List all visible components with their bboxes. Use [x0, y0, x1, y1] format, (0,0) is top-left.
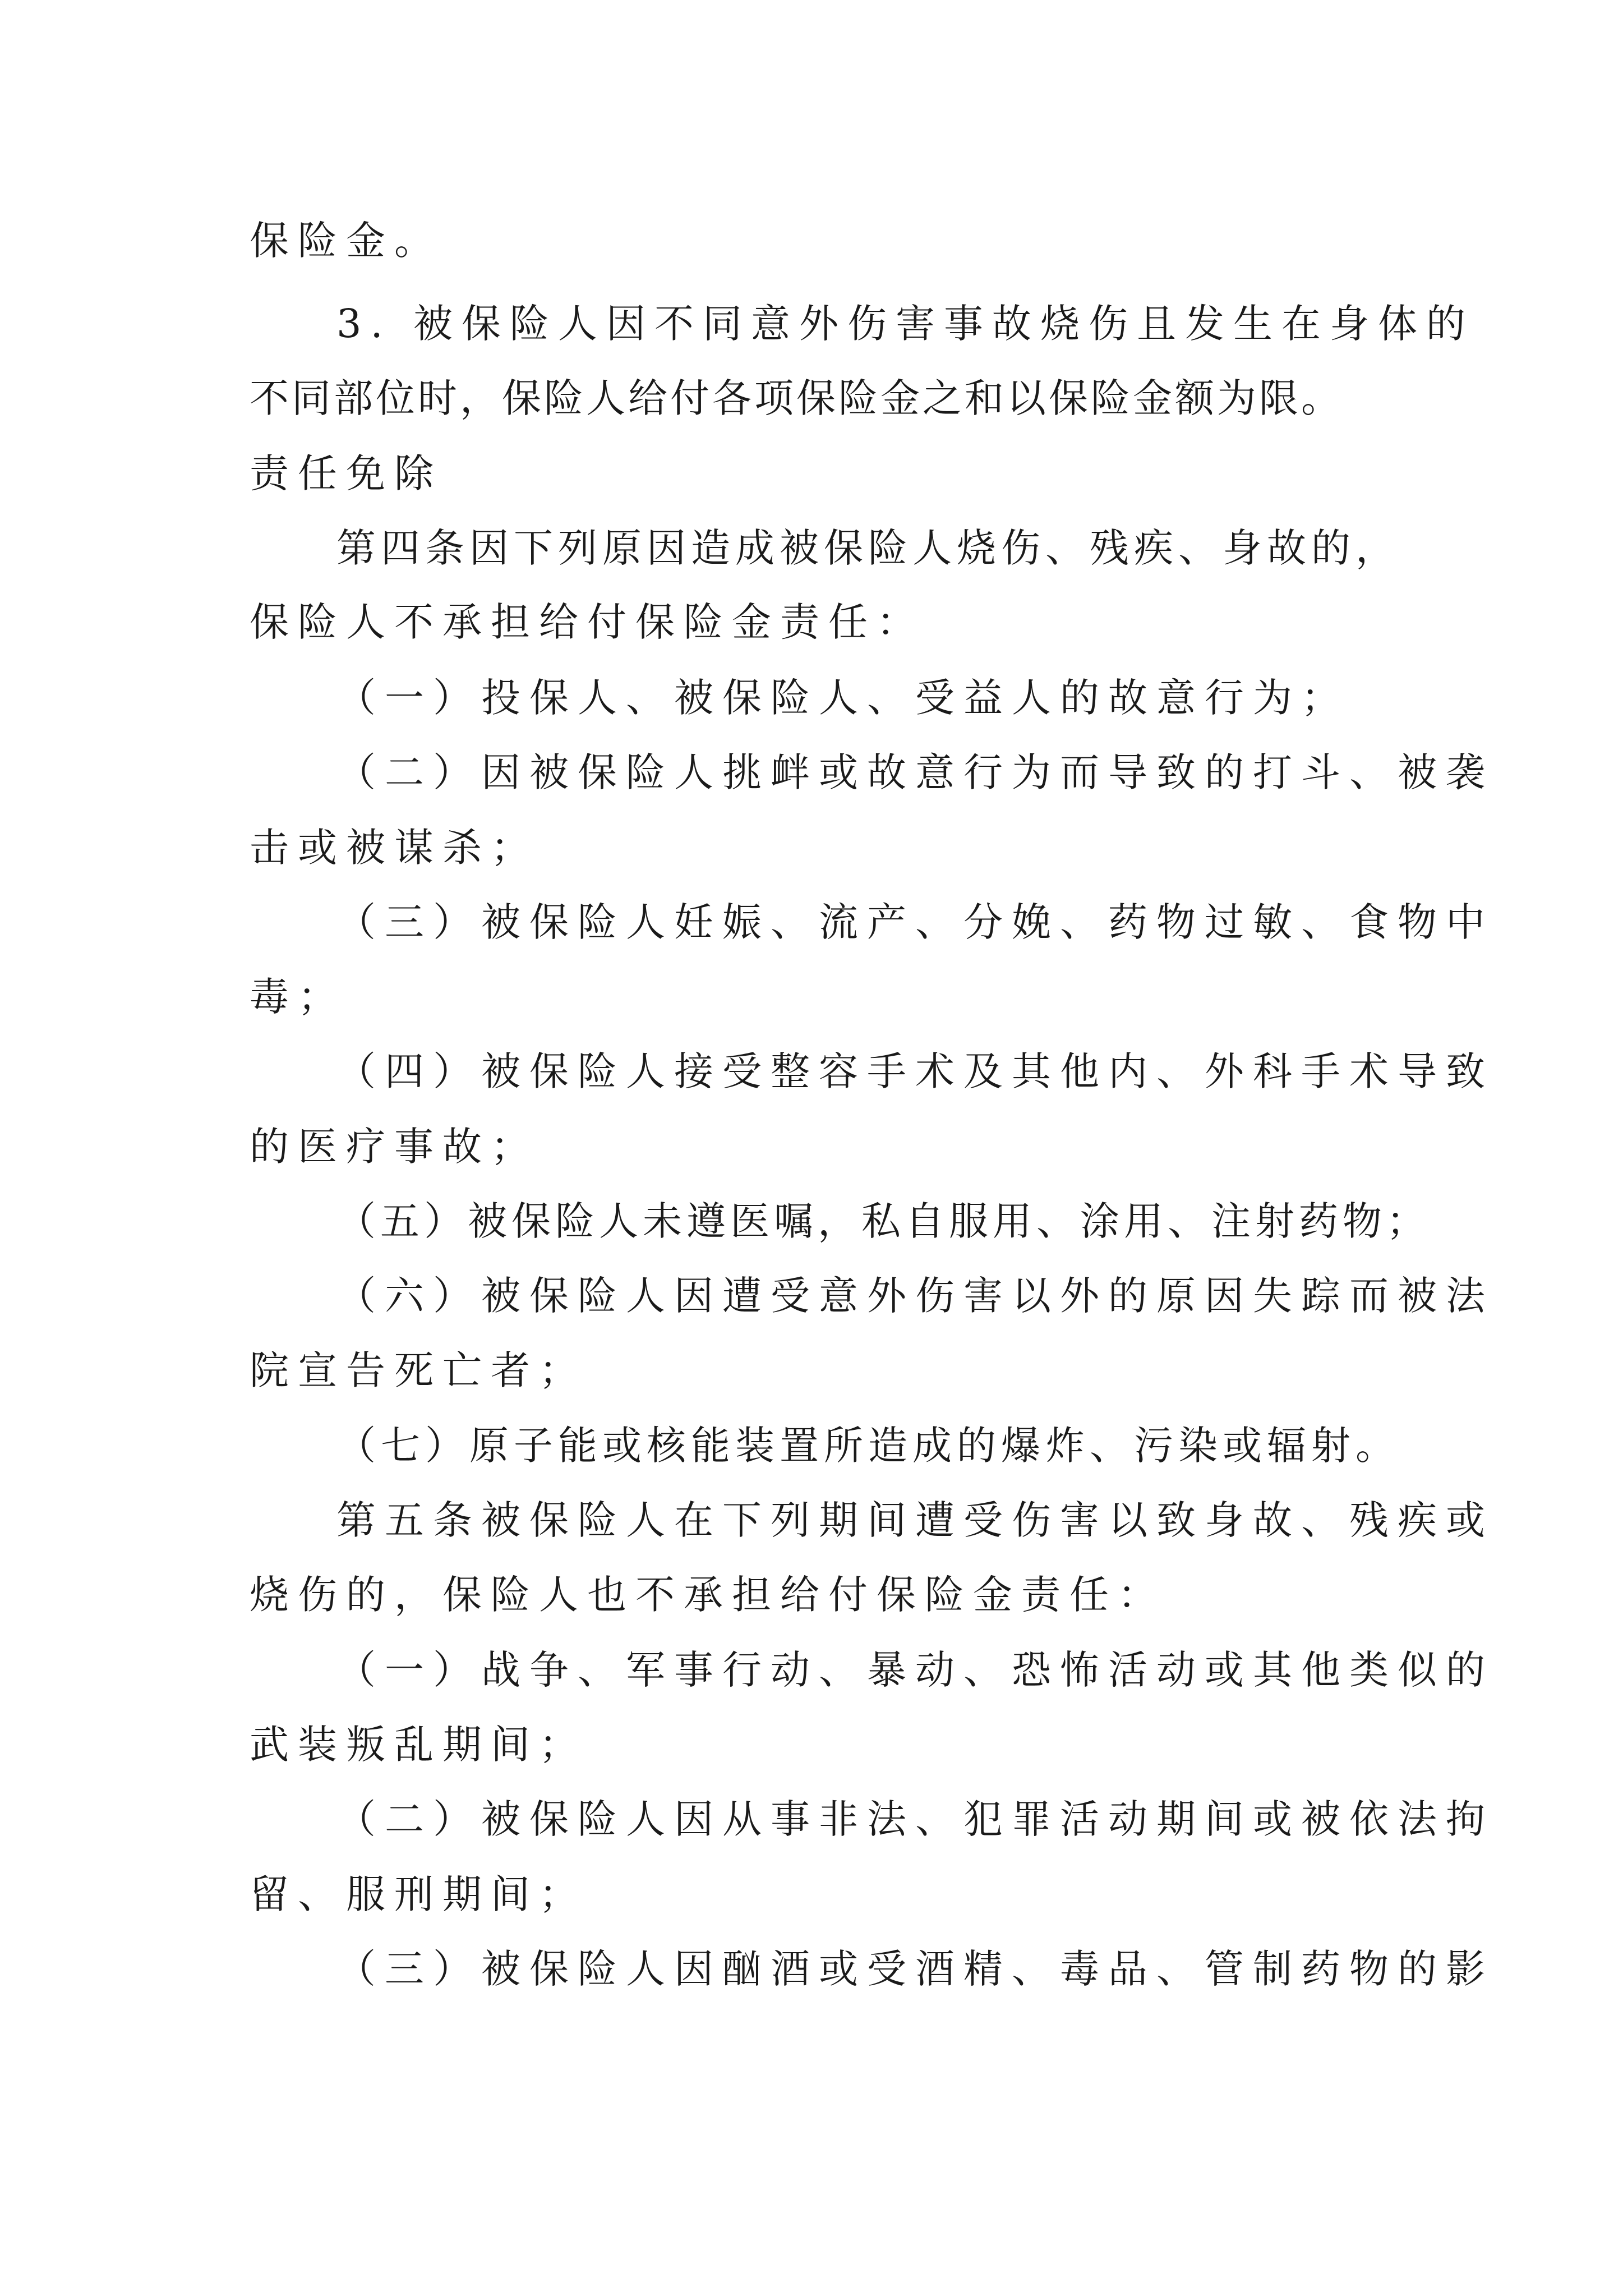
list-item: （一）战争、军事行动、暴动、恐怖活动或其他类似的 — [336, 1647, 1494, 1693]
section-heading: 责任免除 — [250, 450, 442, 496]
list-item: （六）被保险人因遭受意外伤害以外的原因失踪而被法 — [336, 1273, 1494, 1319]
list-item: （四）被保险人接受整容手术及其他内、外科手术导致 — [336, 1048, 1494, 1094]
body-line: 不同部位时，保险人给付各项保险金之和以保险金额为限。 — [250, 375, 1343, 421]
body-line: 院宣告死亡者； — [250, 1347, 587, 1393]
body-line: 留、服刑期间； — [250, 1871, 587, 1917]
list-item: （一）投保人、被保险人、受益人的故意行为； — [336, 675, 1349, 721]
list-item: （七）原子能或核能装置所造成的爆炸、污染或辐射。 — [336, 1423, 1400, 1469]
body-line: 第四条因下列原因造成被保险人烧伤、残疾、身故的， — [336, 525, 1400, 571]
body-line: 保险人不承担给付保险金责任： — [250, 599, 925, 645]
list-item: （二）因被保险人挑衅或故意行为而导致的打斗、被袭 — [336, 749, 1494, 795]
body-line: 毒； — [250, 974, 346, 1020]
list-item: （三）被保险人妊娠、流产、分娩、药物过敏、食物中 — [336, 899, 1494, 945]
list-item: （二）被保险人因从事非法、犯罪活动期间或被依法拘 — [336, 1796, 1494, 1842]
list-item: （三）被保险人因酗酒或受酒精、毒品、管制药物的影 — [336, 1946, 1494, 1992]
body-line: 武装叛乱期间； — [250, 1722, 587, 1768]
body-line: 3. 被保险人因不同意外伤害事故烧伤且发生在身体的 — [336, 301, 1475, 347]
body-line: 第五条被保险人在下列期间遭受伤害以致身故、残疾或 — [336, 1497, 1494, 1543]
body-line: 击或被谋杀； — [250, 825, 539, 871]
list-item: （五）被保险人未遵医嘱，私自服用、涂用、注射药物； — [336, 1198, 1430, 1244]
body-line: 烧伤的，保险人也不承担给付保险金责任： — [250, 1572, 1166, 1618]
body-line: 的医疗事故； — [250, 1124, 539, 1170]
body-line: 保险金。 — [250, 218, 442, 264]
